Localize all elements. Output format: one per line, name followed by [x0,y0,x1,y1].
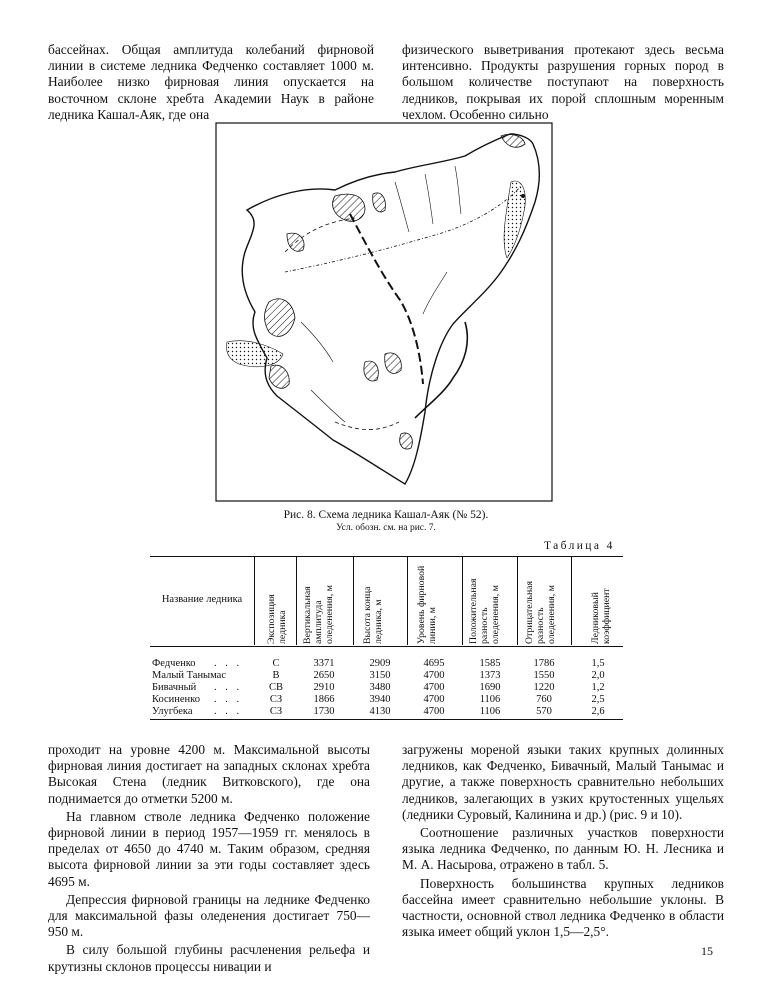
column-divider [571,557,572,645]
cell-negative: 1220 [533,682,555,693]
header-name: Название ледника [161,594,243,605]
figure-caption [0,509,772,535]
column-divider [254,557,255,645]
paragraph: Соотношение различных участков поверхности языка ледника Федченко, по данным Ю. Н. Лесника и М. А. Насырова, отражено в табл. 5. [402,825,724,873]
cell-firn-line: 4695 [423,658,445,669]
header-positive: Положительная разность оледенения, м [468,578,501,644]
cell-negative: 760 [536,694,552,705]
cell-firn-line: 4700 [423,682,445,693]
column-divider [296,557,297,645]
leader-dots: . . . [214,682,243,693]
cell-coefficient: 2,6 [591,706,605,717]
header-end-height: Высота конца ледника, м [362,586,384,644]
paragraph: В силу большой глубины расчленения рельефа и крутизны склонов процессы нивации и [48,942,370,974]
cell-positive: 1373 [479,670,501,681]
glacier-name: Федченко [152,658,196,669]
cell-end-height: 3150 [369,670,391,681]
paragraph: проходит на уровне 4200 м. Максимальной высоты фирновая линия достигает на западных склонах хребта Высокая Стена (ледник Витковского), где она поднимается до отметки 5200 м. [48,742,370,806]
cell-coefficient: 1,5 [591,658,605,669]
header-coefficient: Ледниковый коэффициент [590,588,612,644]
cell-amplitude: 2650 [313,670,335,681]
column-divider [462,557,463,645]
header-amplitude: Вертикальная амплитуда оледенения, м [302,585,335,644]
cell-firn-line: 4700 [423,670,445,681]
leader-dots: . . . [214,658,243,669]
cell-exposition: СВ [268,682,283,693]
table-row [150,682,623,694]
firn-line-dash-dot [285,186,521,272]
cell-amplitude: 3371 [313,658,335,669]
paragraph: бассейнах. Общая амплитуда колебаний фирновой линии в системе ледника Федченко составляет 1000 м. Наиболее низко фирновая линия опускается на восточном склоне хребта Академии Наук в районе ледника Кашал-Аяк, где она [48,42,374,122]
leader-dots: . . . [214,694,243,705]
table-4 [150,556,623,720]
rock-outcrop [333,194,365,221]
paragraph: На главном стволе ледника Федченко положение фирновой линии в период 1957—1959 гг. менялось в пределах от 4650 до 4740 м. Таким образом, средняя высота фирновой линии за эти годы составляет здесь 4695 м. [48,808,370,889]
page-number: 15 [701,944,713,958]
cell-coefficient: 1,2 [591,682,605,693]
cell-amplitude: 1730 [313,706,335,717]
caption-note: Усл. обозн. см. на рис. 7. [336,523,436,533]
rock-outcrop [265,299,296,337]
cell-amplitude: 2910 [313,682,335,693]
bottom-right-column [402,742,724,940]
paragraph: загружены мореной языки таких крупных долинных ледников, как Федченко, Бивачный, Малый Танымас и другие, а также поверхность сравнительно небольших ледников, залегающих в узких крутостенных ущельях (ледники Суровый, Калинина и др.) (рис. 9 и 10). [402,742,724,822]
table-row [150,706,623,718]
table-row [150,694,623,706]
paragraph: Поверхность большинства крупных ледников бассейна имеет сравнительно небольшие уклоны. В частности, основной ствол ледника Федченко в области языка имеет общий уклон 1,5—2,5°. [402,875,724,940]
cell-exposition: СЗ [269,694,283,705]
cell-positive: 1106 [479,694,501,705]
cell-positive: 1690 [479,682,501,693]
cell-end-height: 4130 [369,706,391,717]
glacier-name: Косиненко [152,694,200,705]
cell-coefficient: 2,5 [591,694,605,705]
moraine-boundary [415,322,467,418]
paragraph: физического выветривания протекают здесь весьма интенсивно. Продукты разрушения горных пород в большом количестве поступают на поверхность ледников, покрывая их порой сплошным моренным чехлом. Особенно сильно [402,42,724,122]
rock-outcrop [385,353,402,374]
glacier-name: Улугбека [152,706,193,717]
cell-exposition: С [272,658,280,669]
table-label: Таблица 4 [544,540,615,552]
cell-amplitude: 1866 [313,694,335,705]
column-divider [407,557,408,645]
caption-title: Рис. 8. Схема ледника Кашал-Аяк (№ 52). [283,509,489,521]
glacier-schematic-figure [215,122,553,502]
rock-outcrop [400,433,413,449]
table-row [150,670,623,682]
cell-end-height: 3480 [369,682,391,693]
cell-positive: 1106 [479,706,501,717]
leader-dots: . . . [214,706,243,717]
cell-coefficient: 2,0 [591,670,605,681]
point-marker [521,194,525,198]
rock-outcrop [364,361,378,381]
column-divider [517,557,518,645]
cell-firn-line: 4700 [423,706,445,717]
cell-end-height: 3940 [369,694,391,705]
glacier-name: Малый Танымас [152,670,227,681]
rock-outcrop [269,365,289,388]
cell-negative: 1550 [533,670,555,681]
table-bottom-rule [150,719,623,720]
table-top-rule [150,556,623,557]
cell-positive: 1585 [479,658,501,669]
table-header-rule [150,646,623,647]
rock-outcrop [287,233,304,251]
glacier-name: Бивачный [152,682,197,693]
top-right-column [402,42,724,123]
top-left-column [48,42,374,123]
rock-outcrop [373,193,386,212]
header-negative: Отрицательная разность оледенения, м [524,580,557,644]
cell-firn-line: 4700 [423,694,445,705]
paragraph: Депрессия фирновой границы на леднике Федченко для максимальной фазы оледенения достигает 750—950 м. [48,891,370,940]
table-row [150,658,623,670]
column-divider [353,557,354,645]
cell-negative: 570 [536,706,552,717]
cell-end-height: 2909 [369,658,391,669]
moraine-area [227,341,284,367]
bottom-left-column [48,742,370,975]
cell-exposition: СЗ [269,706,283,717]
header-exposition: Экспозиция ледника [266,594,288,644]
moraine-area [504,181,525,258]
cell-negative: 1786 [533,658,555,669]
cell-exposition: В [272,670,280,681]
header-firn-line: Уровень фирновой линии, м [416,565,438,644]
